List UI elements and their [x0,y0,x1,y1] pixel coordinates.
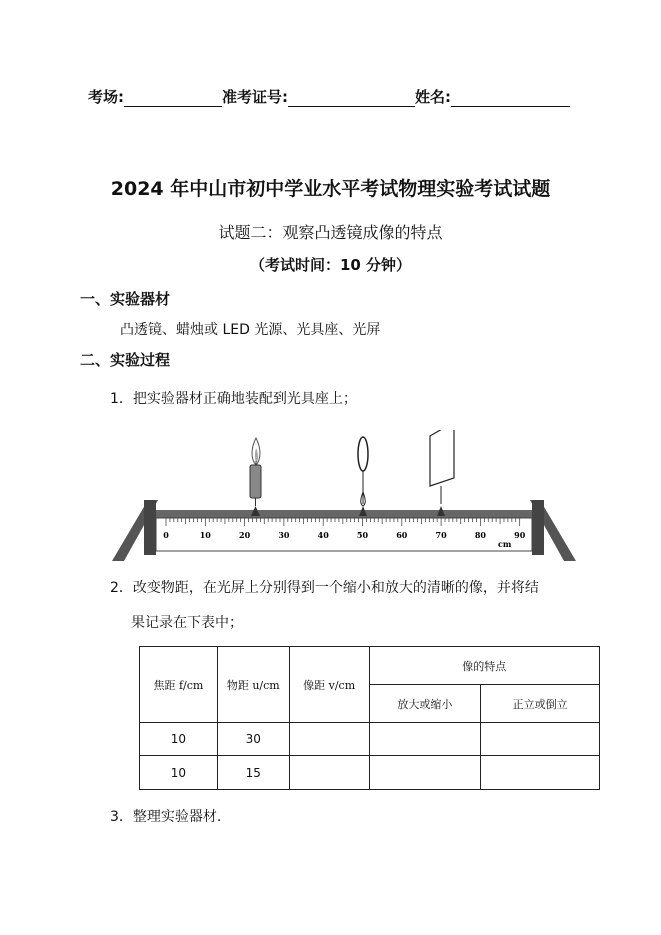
candle [250,438,261,516]
exam-id-label: 准考证号: [222,88,288,106]
table-header-row [140,647,600,685]
rail [156,510,532,518]
exam-room-blank[interactable] [124,90,222,107]
exam-time: （考试时间：10 分钟） [249,256,412,274]
convex-lens [358,437,368,516]
ruler-tick-label: 10 [199,530,211,540]
ruler-tick-label: 40 [317,530,329,540]
experiment-title: 试题二：观察凸透镜成像的特点 [218,223,443,242]
name-label: 姓名: [415,88,451,106]
cell-orientation[interactable] [481,723,600,756]
ruler-tick-label: 80 [474,530,486,540]
materials-heading: 一、实验器材 [80,290,171,308]
cell-focal: 10 [140,723,218,756]
ruler-tick-label: 50 [356,530,369,540]
materials-text: 凸透镜、蜡烛或 LED 光源、光具座、光屏 [120,322,381,338]
left-end-post [144,500,156,555]
candle-body [250,465,261,498]
name-blank[interactable] [451,90,570,107]
ruler-unit-label: cm [498,539,512,549]
header-image-distance: 像距 v/cm [289,647,369,723]
cell-size[interactable] [369,723,481,756]
process-heading: 二、实验过程 [80,351,171,369]
step-2-line-1: 2．改变物距，在光屏上分别得到一个缩小和放大的清晰的像，并将结 [110,580,539,596]
step-2-line-2: 果记录在下表中； [131,615,243,631]
results-table [139,646,600,790]
header-image-features: 像的特点 [369,647,599,685]
header-focal: 焦距 f/cm [140,647,218,723]
exam-id-blank[interactable] [288,90,415,107]
cell-image-distance[interactable] [289,723,369,756]
ruler-tick-label: 0 [163,530,169,540]
header-object-distance: 物距 u/cm [217,647,289,723]
cell-image-distance[interactable] [289,756,369,790]
step-3: 3．整理实验器材. [110,809,222,825]
table-row [140,756,600,790]
ruler-tick-label: 30 [278,530,290,540]
candidate-info-line [88,86,570,107]
cell-focal: 10 [140,756,218,790]
page-title: 2024 年中山市初中学业水平考试物理实验考试试题 [110,178,551,200]
right-end-post [532,500,544,555]
cell-orientation[interactable] [481,756,600,790]
cell-object-distance: 30 [217,723,289,756]
ruler-tick-label: 60 [396,530,408,540]
header-size: 放大或缩小 [369,685,481,723]
cell-object-distance: 15 [217,756,289,790]
screen-icon [430,430,454,486]
ruler-tick-label: 90 [514,530,526,540]
ruler-tick-label: 20 [239,530,251,540]
optical-bench-diagram [110,430,580,565]
cell-size[interactable] [369,756,481,790]
ruler-tick-label: 70 [435,530,447,540]
table-row [140,723,600,756]
step-1: 1．把实验器材正确地装配到光具座上； [110,391,357,407]
lens-icon [358,437,368,471]
light-screen [430,430,454,516]
exam-room-label: 考场: [88,88,124,106]
header-orientation: 正立或倒立 [481,685,600,723]
